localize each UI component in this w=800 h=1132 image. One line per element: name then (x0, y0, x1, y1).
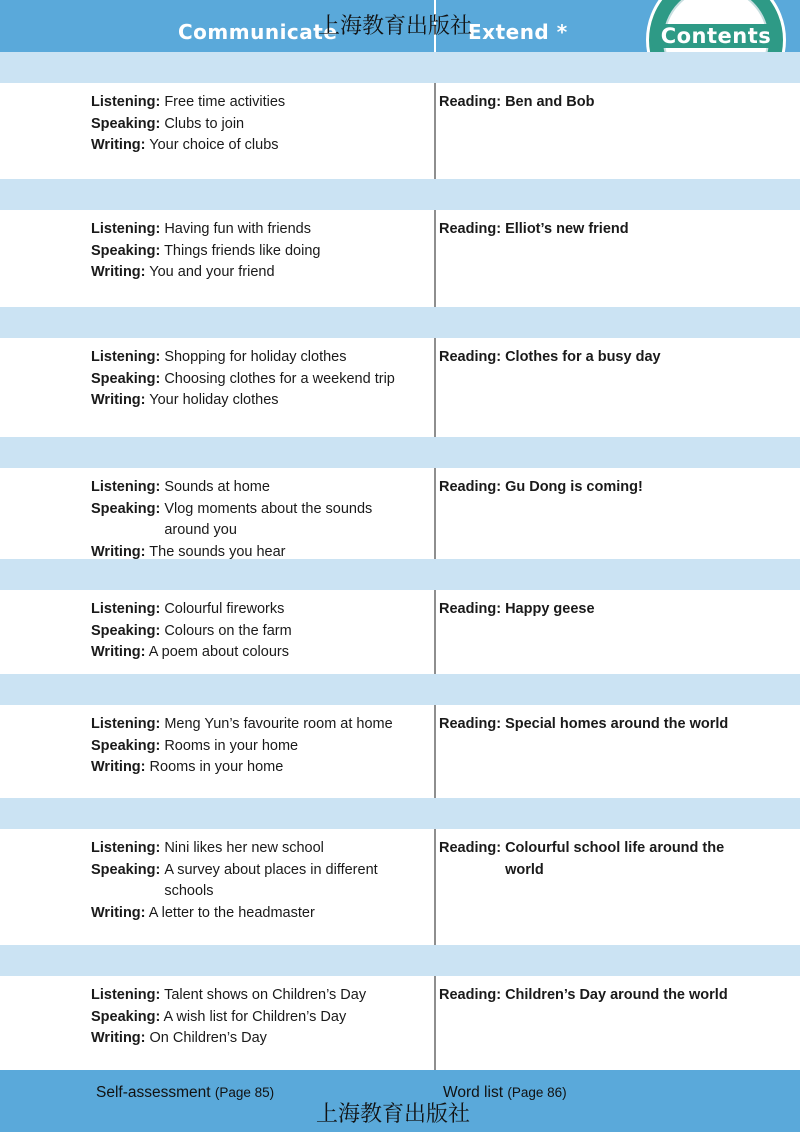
unit-strip (0, 437, 800, 468)
listening-line (91, 92, 431, 114)
speaking-text: Vlog moments about the sounds around you (164, 500, 373, 538)
unit-strip (0, 945, 800, 976)
unit-row (0, 210, 800, 307)
speaking-label: Speaking: (91, 622, 161, 639)
writing-label: Writing: (91, 759, 146, 775)
contents-label: Contents (652, 24, 780, 48)
publisher-watermark-top: 上海教育出版社 (318, 14, 473, 39)
contents-table (0, 52, 800, 1070)
listening-label: Listening: (91, 221, 161, 237)
writing-label: Writing: (91, 137, 146, 153)
speaking-text: Choosing clothes for a weekend trip (164, 370, 395, 387)
listening-line (91, 219, 431, 241)
unit-row (0, 83, 800, 179)
listening-label: Listening: (91, 840, 161, 856)
writing-line (91, 262, 431, 284)
writing-text: A letter to the headmaster (148, 904, 315, 921)
reading-text: Children’s Day around the world (505, 987, 728, 1003)
writing-label: Writing: (91, 904, 146, 921)
communicate-column-title: Communicate (178, 20, 338, 44)
unit-row (0, 590, 800, 674)
listening-text: Free time activities (164, 94, 286, 110)
communicate-cell (91, 219, 431, 284)
reading-label: Reading: (439, 221, 502, 237)
extend-cell (439, 599, 784, 621)
speaking-label: Speaking: (91, 1008, 161, 1025)
reading-label: Reading: (439, 987, 502, 1003)
speaking-line (91, 369, 431, 391)
reading-text: Gu Dong is coming! (505, 479, 643, 495)
column-divider (434, 210, 436, 307)
writing-label: Writing: (91, 543, 146, 560)
speaking-text: A wish list for Children’s Day (163, 1008, 347, 1025)
speaking-line (91, 621, 431, 643)
speaking-line (91, 736, 431, 758)
self-assessment-label: Self-assessment (96, 1084, 211, 1101)
communicate-cell (91, 477, 431, 563)
unit-strip (0, 52, 800, 83)
writing-text: The sounds you hear (149, 543, 286, 560)
writing-line (91, 757, 431, 779)
communicate-cell (91, 347, 431, 412)
writing-label: Writing: (91, 264, 146, 280)
listening-label: Listening: (91, 349, 161, 365)
reading-label: Reading: (439, 94, 502, 110)
listening-line (91, 714, 431, 736)
extend-cell (439, 477, 784, 499)
listening-text: Sounds at home (164, 479, 270, 495)
column-divider (434, 590, 436, 674)
writing-line (91, 642, 431, 664)
listening-label: Listening: (91, 94, 161, 110)
writing-line (91, 135, 431, 157)
reading-text: Elliot’s new friend (505, 221, 629, 237)
publisher-watermark-bottom: 上海教育出版社 (316, 1102, 471, 1127)
listening-label: Listening: (91, 601, 161, 617)
communicate-cell (91, 838, 431, 924)
speaking-line (91, 1007, 431, 1029)
extend-cell (439, 985, 784, 1007)
listening-line (91, 838, 431, 860)
column-divider (434, 705, 436, 798)
extend-cell (439, 347, 784, 369)
self-assessment-link[interactable] (96, 1084, 274, 1102)
word-list-page: (Page 86) (507, 1085, 567, 1100)
reading-text: Clothes for a busy day (505, 349, 661, 365)
listening-line (91, 347, 431, 369)
writing-label: Writing: (91, 392, 146, 408)
listening-text: Colourful fireworks (164, 601, 285, 617)
speaking-text: Things friends like doing (164, 242, 321, 259)
writing-text: A poem about colours (148, 644, 289, 660)
column-divider (434, 338, 436, 437)
column-divider (434, 83, 436, 179)
speaking-line (91, 241, 431, 263)
self-assessment-page: (Page 85) (214, 1085, 275, 1100)
unit-strip (0, 179, 800, 210)
reading-text: Ben and Bob (505, 94, 595, 110)
reading-text: Colourful school life around the world (505, 840, 725, 878)
writing-text: Your choice of clubs (149, 137, 279, 153)
column-divider (434, 829, 436, 945)
speaking-label: Speaking: (91, 500, 161, 517)
extend-cell (439, 838, 784, 881)
extend-cell (439, 219, 784, 241)
listening-text: Nini likes her new school (164, 840, 324, 856)
unit-strip (0, 674, 800, 705)
reading-text: Happy geese (505, 601, 595, 617)
reading-label: Reading: (439, 840, 502, 856)
unit-row (0, 338, 800, 437)
unit-row (0, 468, 800, 559)
listening-label: Listening: (91, 479, 161, 495)
speaking-label: Speaking: (91, 242, 161, 259)
unit-strip (0, 798, 800, 829)
writing-line (91, 390, 431, 412)
listening-label: Listening: (91, 716, 161, 732)
extend-column-title: Extend * (468, 20, 568, 44)
speaking-line (91, 499, 431, 542)
reading-label: Reading: (439, 479, 502, 495)
reading-label: Reading: (439, 716, 502, 732)
reading-text: Special homes around the world (505, 716, 729, 732)
writing-text: Your holiday clothes (149, 392, 279, 408)
unit-strip (0, 307, 800, 338)
listening-text: Talent shows on Children’s Day (164, 987, 367, 1003)
writing-text: Rooms in your home (149, 759, 284, 775)
writing-text: On Children’s Day (149, 1030, 267, 1046)
listening-text: Having fun with friends (164, 221, 311, 237)
listening-line (91, 985, 431, 1007)
column-divider (434, 468, 436, 559)
writing-label: Writing: (91, 644, 146, 660)
speaking-label: Speaking: (91, 861, 161, 878)
reading-label: Reading: (439, 601, 502, 617)
reading-label: Reading: (439, 349, 502, 365)
communicate-cell (91, 599, 431, 664)
word-list-label: Word list (443, 1084, 504, 1101)
column-divider (434, 976, 436, 1070)
speaking-line (91, 860, 431, 903)
speaking-text: A survey about places in different schools (164, 861, 378, 899)
communicate-cell (91, 714, 431, 779)
writing-line (91, 903, 431, 925)
speaking-label: Speaking: (91, 370, 161, 387)
speaking-text: Colours on the farm (164, 622, 292, 639)
extend-cell (439, 714, 784, 736)
writing-label: Writing: (91, 1030, 146, 1046)
listening-line (91, 599, 431, 621)
unit-row (0, 829, 800, 945)
speaking-line (91, 114, 431, 136)
communicate-cell (91, 92, 431, 157)
speaking-label: Speaking: (91, 115, 161, 132)
speaking-label: Speaking: (91, 737, 161, 754)
unit-row (0, 705, 800, 798)
communicate-cell (91, 985, 431, 1050)
listening-line (91, 477, 431, 499)
extend-cell (439, 92, 784, 114)
listening-text: Meng Yun’s favourite room at home (164, 716, 393, 732)
writing-text: You and your friend (149, 264, 275, 280)
writing-line (91, 1028, 431, 1050)
listening-label: Listening: (91, 987, 161, 1003)
speaking-text: Rooms in your home (164, 737, 299, 754)
unit-row (0, 976, 800, 1070)
listening-text: Shopping for holiday clothes (164, 349, 347, 365)
unit-strip (0, 559, 800, 590)
speaking-text: Clubs to join (164, 115, 245, 132)
